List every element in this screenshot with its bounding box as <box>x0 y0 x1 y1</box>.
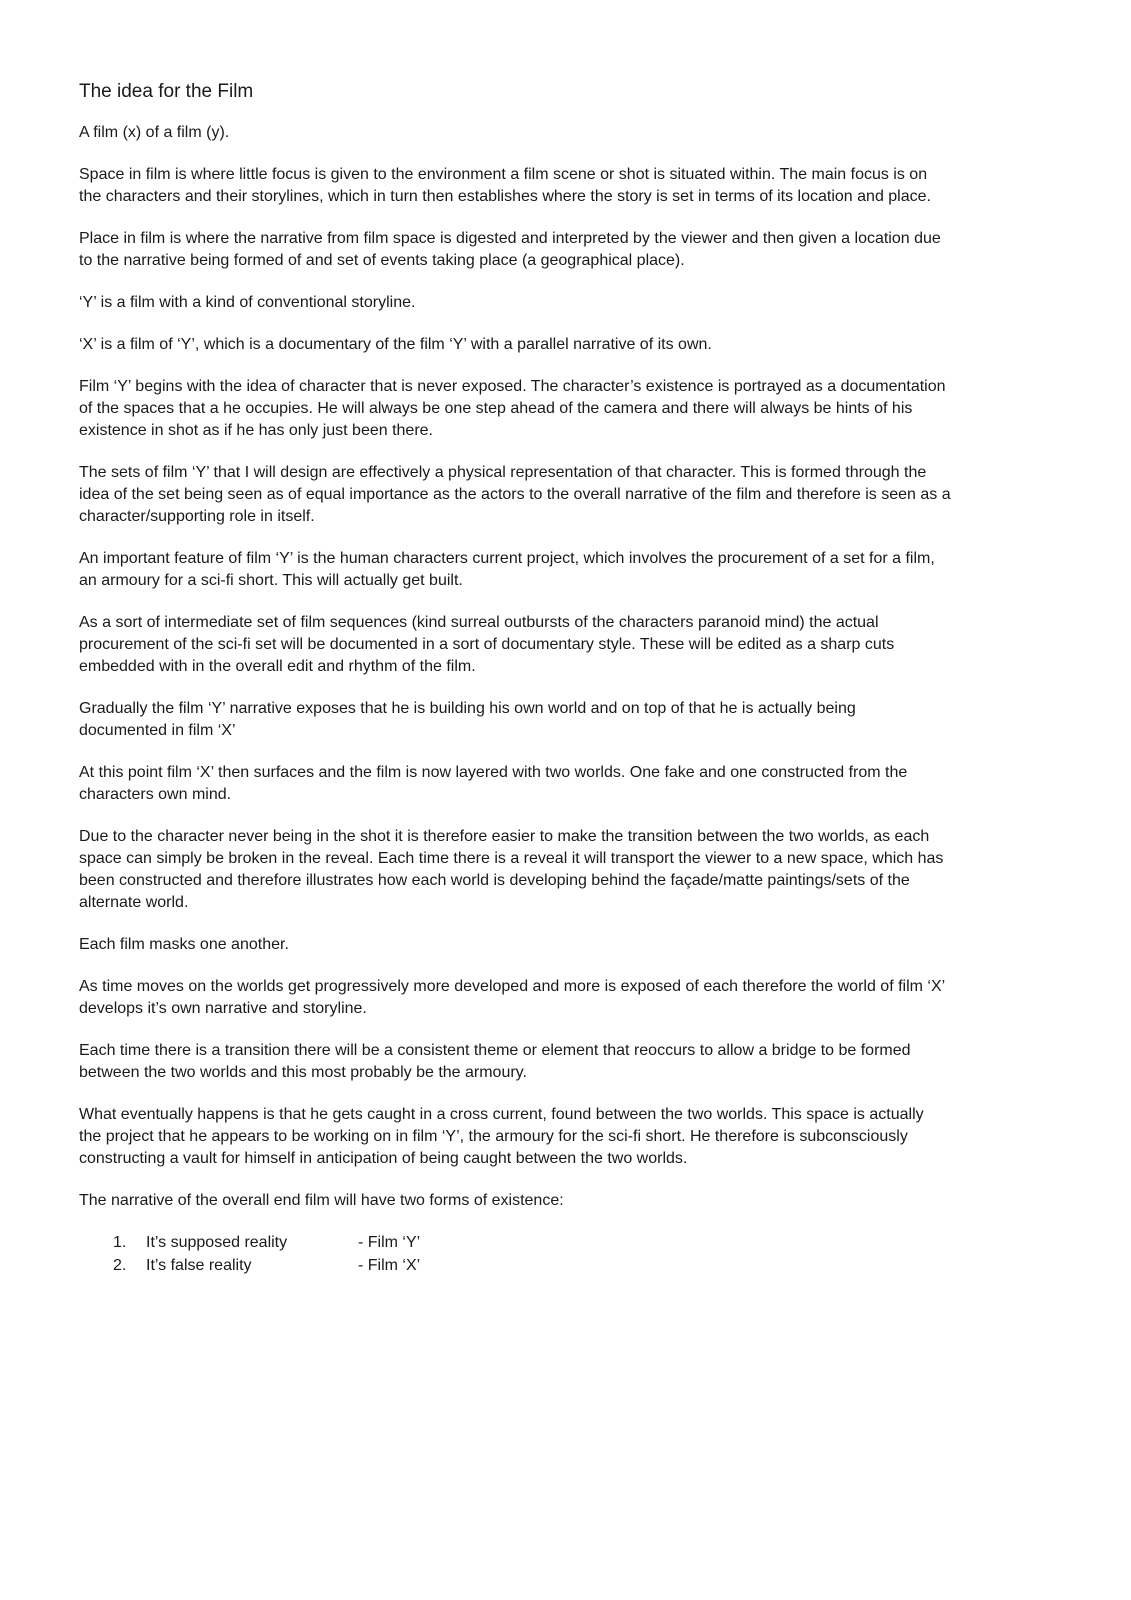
list-number: 1. <box>113 1234 127 1251</box>
paragraph <box>79 292 951 314</box>
paragraph-line: Place in film is where the narrative from film space is digested and interpreted by the viewer and then given a location due <box>79 230 941 247</box>
paragraph-line: As a sort of intermediate set of film sequences (kind surreal outbursts of the characters paranoid mind) the actual <box>79 614 879 631</box>
paragraph-line: character/supporting role in itself. <box>79 508 315 525</box>
paragraph-line: Each time there is a transition there will be a consistent theme or element that reoccurs to allow a bridge to be formed <box>79 1042 911 1059</box>
paragraph-line: procurement of the sci-fi set will be documented in a sort of documentary style. These will be edited as a sharp cuts <box>79 636 895 653</box>
list-text: It’s supposed reality <box>146 1234 288 1251</box>
paragraph <box>79 698 951 742</box>
paragraph <box>79 1190 951 1212</box>
paragraph <box>79 228 951 272</box>
paragraph-line: At this point film ‘X’ then surfaces and the film is now layered with two worlds. One fake and one constructed from the <box>79 764 908 781</box>
paragraph <box>79 762 951 806</box>
paragraph <box>79 934 951 956</box>
paragraph-line: to the narrative being formed of and set of events taking place (a geographical place). <box>79 252 685 269</box>
paragraph-line: Due to the character never being in the shot it is therefore easier to make the transition between the two worlds, as each <box>79 828 930 845</box>
paragraph-line: the project that he appears to be working on in film ‘Y’, the armoury for the sci-fi short. He therefore is subconsciously <box>79 1128 908 1145</box>
paragraph <box>79 612 951 678</box>
paragraph-line: an armoury for a sci-fi short. This will actually get built. <box>79 572 463 589</box>
paragraph-line: Each film masks one another. <box>79 936 289 953</box>
paragraph-line: embedded with in the overall edit and rhythm of the film. <box>79 658 476 675</box>
document-body <box>79 122 951 1212</box>
paragraph <box>79 548 951 592</box>
paragraph-line: been constructed and therefore illustrates how each world is developing behind the façade/matte paintings/sets of the <box>79 872 910 889</box>
paragraph-line: Film ‘Y’ begins with the idea of character that is never exposed. The character’s existence is portrayed as a documentation <box>79 378 946 395</box>
paragraph-line: space can simply be broken in the reveal. Each time there is a reveal it will transport the viewer to a new space, which has <box>79 850 944 867</box>
document-title: The idea for the Film <box>79 81 254 102</box>
list-item <box>113 1255 951 1278</box>
list-item <box>113 1232 951 1255</box>
paragraph <box>79 164 951 208</box>
paragraph-line: The narrative of the overall end film will have two forms of existence: <box>79 1192 564 1209</box>
paragraph-line: develops it’s own narrative and storyline. <box>79 1000 367 1017</box>
paragraph <box>79 376 951 442</box>
list-text: It’s false reality <box>146 1257 252 1274</box>
paragraph-line: ‘X’ is a film of ‘Y’, which is a documentary of the film ‘Y’ with a parallel narrative of its own. <box>79 336 712 353</box>
paragraph-line: A film (x) of a film (y). <box>79 124 230 141</box>
paragraph-line: of the spaces that a he occupies. He will always be one step ahead of the camera and there will always be hints of his <box>79 400 913 417</box>
paragraph <box>79 334 951 356</box>
paragraph-line: Space in film is where little focus is given to the environment a film scene or shot is situated within. The main focus is on <box>79 166 928 183</box>
document-page <box>79 80 951 1278</box>
paragraph <box>79 462 951 528</box>
paragraph-line: The sets of film ‘Y’ that I will design are effectively a physical representation of that character. This is formed through the <box>79 464 927 481</box>
paragraph-line: ‘Y’ is a film with a kind of conventional storyline. <box>79 294 416 311</box>
paragraph <box>79 826 951 914</box>
list-number: 2. <box>113 1257 127 1274</box>
paragraph-line: between the two worlds and this most probably be the armoury. <box>79 1064 527 1081</box>
paragraph-line: As time moves on the worlds get progressively more developed and more is exposed of each therefore the world of film ‘X’ <box>79 978 946 995</box>
paragraph <box>79 122 951 144</box>
paragraph-line: alternate world. <box>79 894 189 911</box>
paragraph-line: What eventually happens is that he gets caught in a cross current, found between the two worlds. This space is actually <box>79 1106 924 1123</box>
paragraph-line: Gradually the film ‘Y’ narrative exposes that he is building his own world and on top of that he is actually being <box>79 700 856 717</box>
paragraph-line: characters own mind. <box>79 786 232 803</box>
paragraph <box>79 976 951 1020</box>
list-film: - Film ‘X’ <box>358 1257 421 1274</box>
paragraph-line: existence in shot as if he has only just been there. <box>79 422 433 439</box>
paragraph-line: idea of the set being seen as of equal importance as the actors to the overall narrative of the film and therefore is seen as a <box>79 486 951 503</box>
paragraph <box>79 1104 951 1170</box>
paragraph-line: An important feature of film ‘Y’ is the human characters current project, which involves the procurement of a set for a film, <box>79 550 935 567</box>
list-film: - Film ‘Y’ <box>358 1234 421 1251</box>
paragraph <box>79 1040 951 1084</box>
paragraph-line: documented in film ‘X’ <box>79 722 236 739</box>
numbered-list <box>113 1232 951 1278</box>
paragraph-line: constructing a vault for himself in anticipation of being caught between the two worlds. <box>79 1150 688 1167</box>
paragraph-line: the characters and their storylines, which in turn then establishes where the story is set in terms of its location and place. <box>79 188 931 205</box>
